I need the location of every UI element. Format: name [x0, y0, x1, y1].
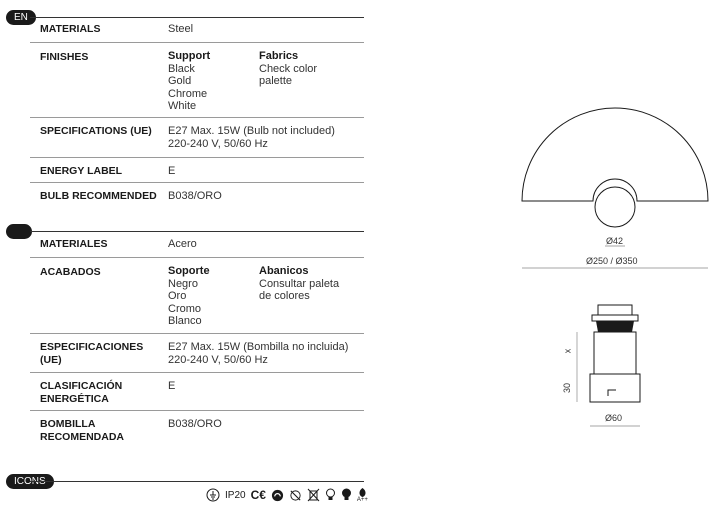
materials-value: Steel: [168, 23, 194, 35]
divider: [30, 410, 364, 411]
bulb-icon: [325, 488, 336, 502]
energy-class-icon: [357, 488, 368, 503]
clasificacion-value: E: [168, 380, 176, 392]
lamp-stem: [594, 332, 636, 374]
divider: [30, 182, 364, 183]
diameter-small-label: Ø42: [606, 236, 624, 246]
acabados-soporte: [168, 265, 210, 328]
diameter-big-label: Ø250 / Ø350: [586, 256, 638, 266]
base-switch-mark: [608, 390, 616, 396]
socket-thread: [596, 321, 634, 332]
energy-label-label: ENERGY LABEL: [40, 165, 123, 177]
finish-option: Oro: [168, 290, 187, 302]
divider: [30, 17, 364, 18]
label-line: RECOMENDADA: [40, 431, 124, 443]
finishes-label: FINISHES: [40, 51, 89, 63]
no-dimmer-icon: [289, 489, 302, 502]
divider: [30, 481, 364, 482]
finish-option: Blanco: [168, 315, 202, 327]
finishes-fabrics: [259, 50, 317, 88]
finish-option: Gold: [168, 75, 192, 87]
certification-icons: [206, 486, 368, 504]
divider: [30, 372, 364, 373]
earth-ground-icon: [206, 488, 220, 502]
abanicos-note: Consultar paleta: [259, 277, 340, 290]
specifications-value: [168, 125, 335, 150]
label-line: ENERGÉTICA: [40, 393, 109, 405]
lamp-base: [590, 374, 640, 402]
spec-line: E27 Max. 15W (Bulb not included): [168, 125, 335, 137]
recycle-icon: [271, 489, 284, 502]
divider: [30, 257, 364, 258]
energy-label-value: E: [168, 165, 176, 177]
finish-option: Negro: [168, 277, 198, 290]
acabados-abanicos: [259, 265, 339, 303]
ip-rating-text: IP20: [225, 489, 246, 501]
bombilla-value: B038/ORO: [168, 418, 222, 430]
especificaciones-label: [40, 341, 143, 367]
height-30-label: 30: [562, 382, 573, 394]
fabrics-note: Check color: [259, 62, 318, 75]
ce-mark-icon: C€: [250, 488, 266, 502]
clasificacion-label: [40, 380, 122, 406]
socket-ring: [592, 315, 638, 321]
spec-line: 220-240 V, 50/60 Hz: [168, 353, 268, 366]
divider: [30, 231, 364, 232]
acabados-label: ACABADOS: [40, 266, 101, 278]
fabrics-note: palette: [259, 75, 293, 87]
language-badge-es: [6, 224, 32, 239]
divider: [30, 333, 364, 334]
language-badge-en: EN: [6, 10, 36, 25]
materials-label: MATERIALS: [40, 23, 101, 35]
especificaciones-value: [168, 341, 348, 366]
bulb-hole: [595, 187, 635, 227]
spec-line: E27 Max. 15W (Bombilla no incluida): [168, 341, 349, 353]
diameter-base-label: Ø60: [605, 413, 623, 423]
finish-option: White: [168, 100, 197, 112]
label-line: ESPECIFICACIONES: [40, 341, 144, 353]
abanicos-note: de colores: [259, 290, 310, 302]
divider: [30, 42, 364, 43]
led-bulb-icon: [341, 488, 352, 502]
label-line: BOMBILLA: [40, 418, 96, 430]
divider: [30, 157, 364, 158]
finish-option: Black: [168, 62, 195, 75]
finish-option: Cromo: [168, 302, 202, 315]
label-line: CLASIFICACIÓN: [40, 380, 123, 392]
finishes-support: [168, 50, 210, 113]
bulb-recommended-label: BULB RECOMMENDED: [40, 190, 157, 202]
divider: [30, 117, 364, 118]
spec-line: 220-240 V, 50/60 Hz: [168, 137, 268, 150]
finish-option: Chrome: [168, 87, 208, 100]
materiales-value: Acero: [168, 238, 197, 250]
weee-bin-icon: [307, 488, 320, 502]
soporte-heading: Soporte: [168, 265, 210, 277]
abanicos-heading: Abanicos: [259, 265, 309, 277]
socket-top: [598, 305, 632, 315]
technical-drawing: [500, 100, 720, 440]
height-x-label: x: [562, 348, 573, 354]
label-line: (UE): [40, 354, 62, 366]
fabrics-heading: Fabrics: [259, 50, 299, 62]
materiales-label: MATERIALES: [40, 238, 108, 250]
energy-class-text: A++: [356, 496, 368, 503]
bulb-recommended-value: B038/ORO: [168, 190, 222, 202]
bombilla-label: [40, 418, 124, 444]
icons-badge: ICONS: [6, 474, 54, 489]
specifications-label: SPECIFICATIONS (UE): [40, 125, 152, 137]
support-heading: Support: [168, 50, 211, 62]
